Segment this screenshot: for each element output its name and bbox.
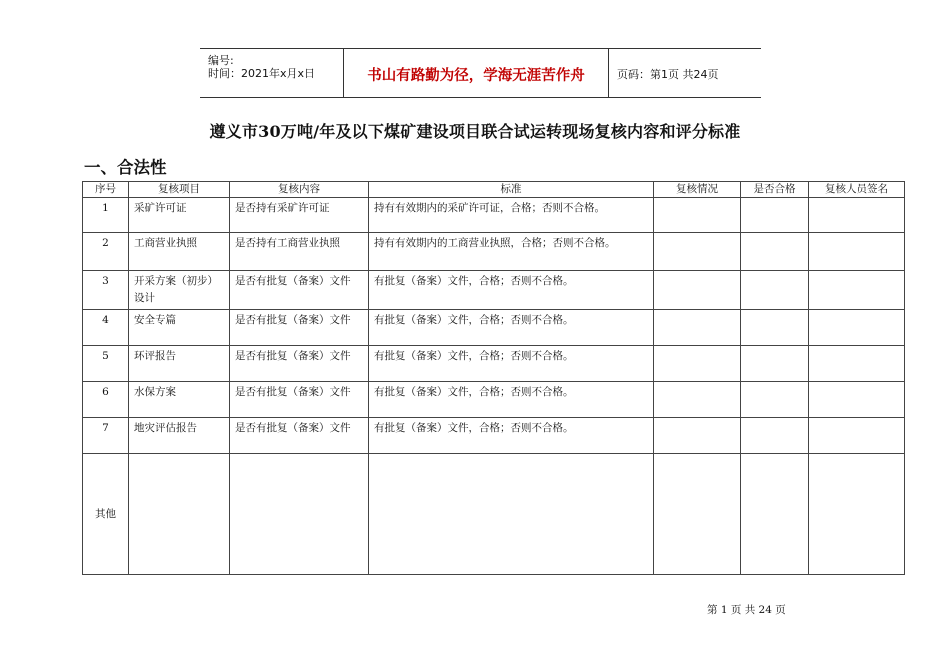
cell-status	[654, 271, 741, 310]
cell-qualified	[741, 233, 809, 271]
cell-qualified	[741, 310, 809, 346]
cell-item: 地灾评估报告	[129, 418, 230, 454]
col-header-qualified: 是否合格	[741, 182, 809, 198]
col-header-content: 复核内容	[230, 182, 369, 198]
document-title: 遵义市30万吨/年及以下煤矿建设项目联合试运转现场复核内容和评分标准	[209, 122, 741, 141]
motto-text: 书山有路勤为径，学海无涯苦作舟	[367, 68, 585, 84]
table-row	[83, 418, 905, 454]
cell-content: 是否有批复（备案）文件	[230, 418, 369, 454]
cell-no: 7	[83, 418, 129, 454]
cell-other-label: 其他	[83, 454, 129, 575]
cell-standard: 持有有效期内的工商营业执照，合格；否则不合格。	[369, 233, 654, 271]
cell-standard: 有批复（备案）文件，合格；否则不合格。	[369, 310, 654, 346]
cell-standard: 有批复（备案）文件，合格；否则不合格。	[369, 346, 654, 382]
cell-content: 是否有批复（备案）文件	[230, 271, 369, 310]
cell-qualified	[741, 198, 809, 233]
document-header	[200, 48, 761, 98]
cell-signature	[809, 382, 905, 418]
cell-content: 是否有批复（备案）文件	[230, 346, 369, 382]
cell-empty	[809, 454, 905, 575]
table-row	[83, 310, 905, 346]
cell-signature	[809, 198, 905, 233]
cell-qualified	[741, 418, 809, 454]
cell-no: 1	[83, 198, 129, 233]
cell-status	[654, 310, 741, 346]
col-header-signature: 复核人员签名	[809, 182, 905, 198]
cell-standard: 有批复（备案）文件，合格；否则不合格。	[369, 382, 654, 418]
review-table	[82, 181, 905, 575]
cell-empty	[230, 454, 369, 575]
cell-qualified	[741, 382, 809, 418]
cell-content: 是否有批复（备案）文件	[230, 310, 369, 346]
cell-content: 是否持有采矿许可证	[230, 198, 369, 233]
table-row-other	[83, 454, 905, 575]
cell-status	[654, 418, 741, 454]
cell-empty	[129, 454, 230, 575]
cell-content: 是否持有工商营业执照	[230, 233, 369, 271]
header-page-cell	[609, 49, 761, 97]
table-row	[83, 346, 905, 382]
col-header-standard: 标准	[369, 182, 654, 198]
cell-item: 水保方案	[129, 382, 230, 418]
header-motto-cell	[344, 49, 609, 97]
cell-content: 是否有批复（备案）文件	[230, 382, 369, 418]
page-footer: 第 1 页 共 24 页	[707, 604, 786, 616]
cell-no: 5	[83, 346, 129, 382]
section-heading: 一、合法性	[84, 158, 167, 177]
cell-qualified	[741, 271, 809, 310]
cell-standard: 有批复（备案）文件，合格；否则不合格。	[369, 271, 654, 310]
cell-no: 4	[83, 310, 129, 346]
col-header-no: 序号	[83, 182, 129, 198]
col-header-item: 复核项目	[129, 182, 230, 198]
cell-status	[654, 233, 741, 271]
table-row	[83, 271, 905, 310]
table-header-row	[83, 182, 905, 198]
cell-status	[654, 198, 741, 233]
page-label: 页码：第1页 共24页	[617, 68, 719, 81]
doc-number-label: 编号:	[208, 54, 234, 67]
cell-signature	[809, 346, 905, 382]
doc-time-label: 时间：2021年x月x日	[208, 67, 316, 80]
cell-standard: 持有有效期内的采矿许可证，合格；否则不合格。	[369, 198, 654, 233]
header-meta-cell	[200, 49, 344, 97]
cell-no: 6	[83, 382, 129, 418]
cell-item: 环评报告	[129, 346, 230, 382]
cell-signature	[809, 233, 905, 271]
col-header-status: 复核情况	[654, 182, 741, 198]
cell-standard: 有批复（备案）文件，合格；否则不合格。	[369, 418, 654, 454]
cell-signature	[809, 310, 905, 346]
cell-empty	[369, 454, 654, 575]
cell-qualified	[741, 346, 809, 382]
cell-item: 安全专篇	[129, 310, 230, 346]
cell-signature	[809, 271, 905, 310]
cell-empty	[654, 454, 741, 575]
table-row	[83, 382, 905, 418]
cell-item: 工商营业执照	[129, 233, 230, 271]
cell-empty	[741, 454, 809, 575]
cell-signature	[809, 418, 905, 454]
table-row	[83, 198, 905, 233]
cell-status	[654, 382, 741, 418]
cell-no: 2	[83, 233, 129, 271]
cell-item: 开采方案（初步）设计	[129, 271, 230, 310]
table-row	[83, 233, 905, 271]
cell-status	[654, 346, 741, 382]
cell-no: 3	[83, 271, 129, 310]
cell-item: 采矿许可证	[129, 198, 230, 233]
